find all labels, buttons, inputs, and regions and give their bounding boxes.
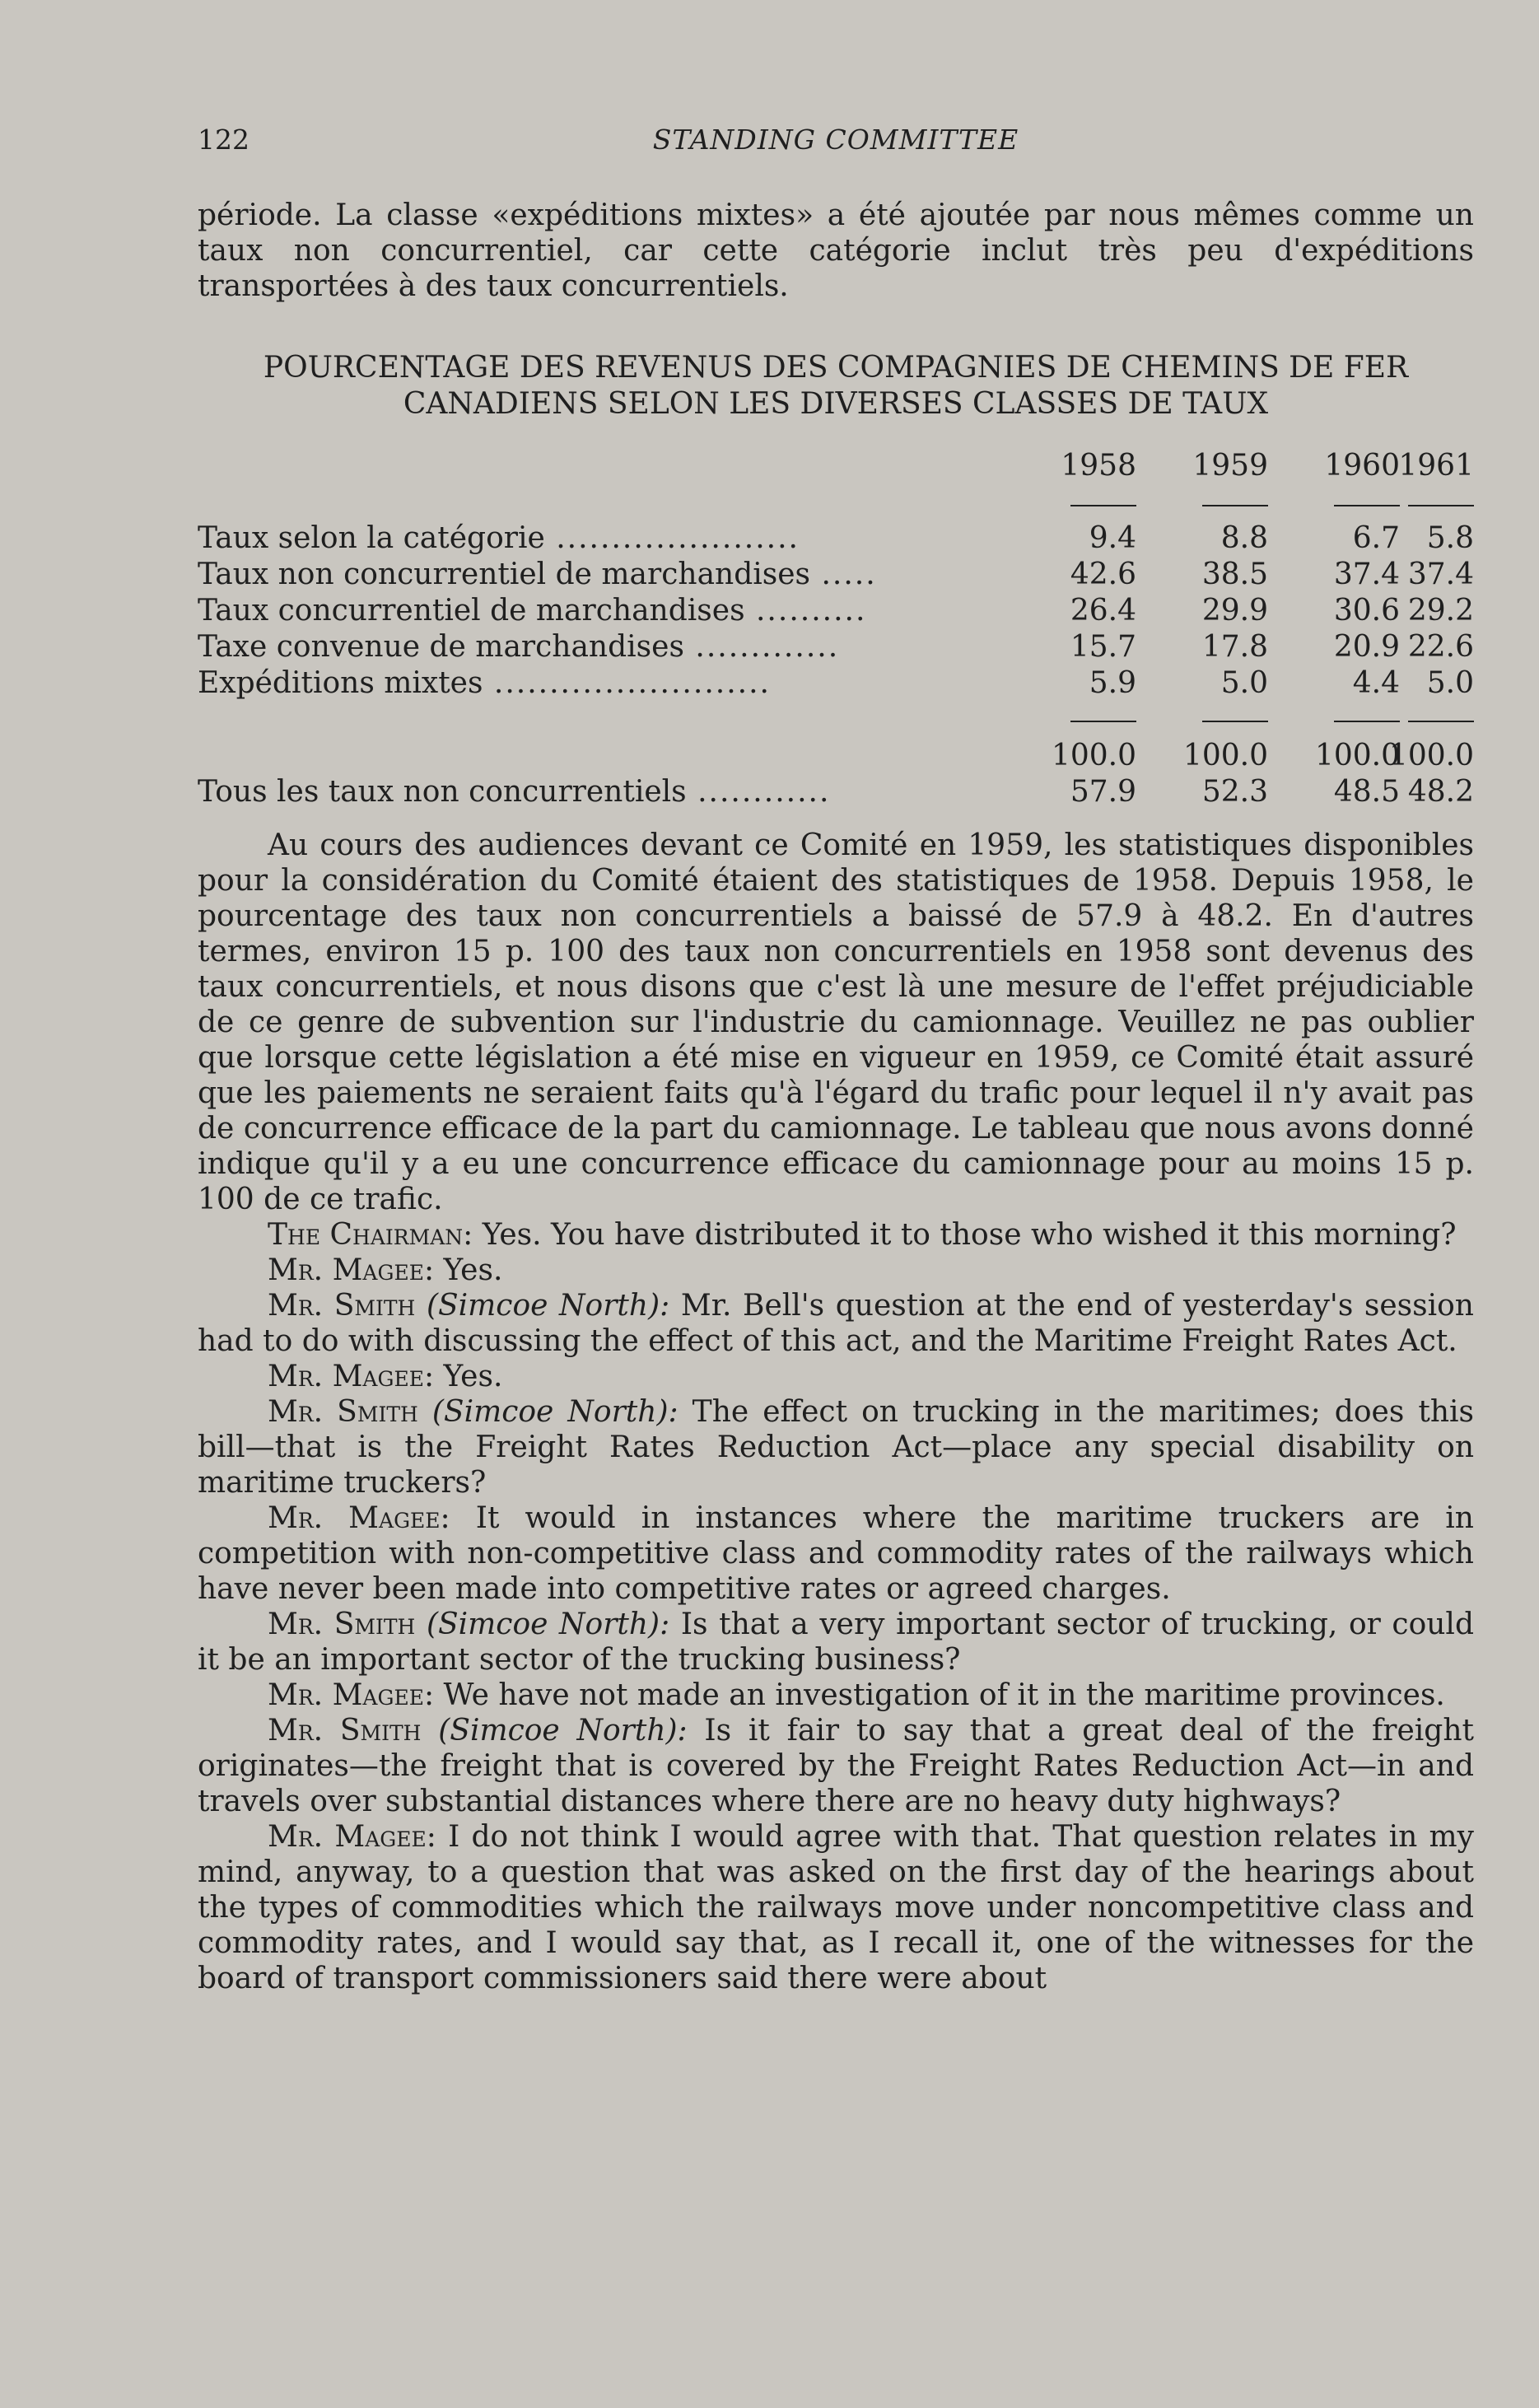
- row-label: Taux selon la catégorie ......................: [198, 521, 800, 555]
- table-cell: 38.5: [1201, 558, 1268, 591]
- body-text: [198, 828, 1474, 1996]
- header-rule: [1408, 505, 1474, 506]
- table-cell: 5.0: [1426, 666, 1474, 700]
- table-summary-row: [198, 775, 1474, 811]
- paragraph: Au cours des audiences devant ce Comité en 1959, les statistiques disponibles pour la considération du Comité étaient des statistiques de 1958. Depuis 1958, le pourcentage des taux non concurrentiels a baissé de 57.9 à 48.2. En d'autres termes, environ 15 p. 100 des taux non concurrentiels en 1958 sont devenus des taux concurrentiels, et nous disons que c'est là une mesure de l'effet préjudiciable de ce genre de subvention sur l'industrie du camionnage. Veuillez ne pas oublier que lorsque cette législation a été mise en vigueur en 1959, ce Comité était assuré que les paiements ne seraient faits qu'à l'égard du trafic pour lequel il n'y avait pas de concurrence efficace de la part du camionnage. Le tableau que nous avons donné indique qu'il y a eu une concurrence efficace du camionnage pour au moins 15 p. 100 de ce trafic.: [198, 828, 1474, 1216]
- riding: (Simcoe North):: [426, 1608, 670, 1641]
- table-header-row: [198, 449, 1474, 485]
- table-row: [198, 521, 1474, 558]
- table-cell: 5.8: [1426, 521, 1474, 555]
- row-label: Tous les taux non concurrentiels ............: [198, 775, 831, 809]
- paragraph: Mr. Magee: It would in instances where the maritime truckers are in competition with non-competitive class and commodity rates of the railways which have never been made into competitive rates or agreed charges.: [198, 1501, 1474, 1606]
- table-cell: 6.7: [1352, 521, 1400, 555]
- total-rule: [1408, 721, 1474, 722]
- running-head: STANDING COMMITTEE: [652, 124, 1019, 156]
- table-row: [198, 594, 1474, 630]
- table-title-line-1: POURCENTAGE DES REVENUS DES COMPAGNIES DE CHEMINS DE FER: [263, 351, 1409, 385]
- total-cell: 100.0: [1051, 739, 1136, 772]
- table-cell: 29.2: [1407, 594, 1474, 628]
- table-row: [198, 666, 1474, 702]
- table-cell: 37.4: [1333, 558, 1400, 591]
- speaker-name: Mr. Smith: [268, 1714, 422, 1748]
- page-header: [198, 124, 1474, 165]
- speaker-name: Mr. Magee:: [268, 1501, 450, 1535]
- paragraph: Mr. Smith (Simcoe North): Is that a very important sector of trucking, or could it be an important sector of the trucking business?: [198, 1608, 1474, 1677]
- total-rule: [1202, 721, 1268, 722]
- table-cell: 37.4: [1407, 558, 1474, 591]
- total-cell: 100.0: [1182, 739, 1268, 772]
- speaker-name: Mr. Magee:: [268, 1678, 435, 1712]
- header-rule: [1202, 505, 1268, 506]
- table-cell: 17.8: [1201, 630, 1268, 664]
- paragraph: Mr. Magee: We have not made an investigation of it in the maritime provinces.: [268, 1678, 1445, 1712]
- riding: (Simcoe North):: [431, 1395, 679, 1429]
- intro-paragraph: période. La classe «expéditions mixtes» a été ajoutée par nous mêmes comme un taux non concurrentiel, car cette catégorie inclut très peu d'expéditions transportées à des taux concurrentiels.: [198, 198, 1474, 303]
- speaker-name: Mr. Magee:: [268, 1820, 436, 1854]
- year-column-header: 1961: [1398, 449, 1474, 483]
- paragraph: Mr. Magee: Yes.: [268, 1360, 503, 1393]
- paragraph: Mr. Smith (Simcoe North): Mr. Bell's question at the end of yesterday's session had to do with discussing the effect of this act, and the Maritime Freight Rates Act.: [198, 1289, 1474, 1358]
- page-number: 122: [198, 124, 250, 156]
- table-cell: 26.4: [1070, 594, 1136, 628]
- paragraph: Mr. Smith (Simcoe North): Is it fair to say that a great deal of the freight originates—the freight that is covered by the Freight Rates Reduction Act—in and travels over substantial distances where there are no heavy duty highways?: [198, 1714, 1474, 1818]
- year-column-header: 1959: [1192, 449, 1268, 483]
- table-cell: 48.2: [1407, 775, 1474, 809]
- total-cell: 100.0: [1314, 739, 1400, 772]
- row-label: Taxe convenue de marchandises .............: [198, 630, 840, 664]
- total-rule: [1070, 721, 1136, 722]
- table-cell: 9.4: [1089, 521, 1136, 555]
- riding: (Simcoe North):: [438, 1714, 688, 1748]
- year-column-header: 1958: [1061, 449, 1136, 483]
- year-column-header: 1960: [1324, 449, 1400, 483]
- paragraph: Mr. Magee: I do not think I would agree with that. That question relates in my mind, anyway, to a question that was asked on the first day of the hearings about the types of commodities which the railways move under noncompetitive class and commodity rates, and I would say that, as I recall it, one of the witnesses for the board of transport commissioners said there were about: [198, 1820, 1474, 1995]
- table-cell: 30.6: [1333, 594, 1400, 628]
- table-cell: 5.9: [1089, 666, 1136, 700]
- total-cell: 100.0: [1388, 739, 1474, 772]
- paragraph: Mr. Magee: Yes.: [268, 1253, 503, 1287]
- table-cell: 52.3: [1201, 775, 1268, 809]
- speaker-name: Mr. Magee:: [268, 1253, 435, 1287]
- table-row: [198, 630, 1474, 666]
- paragraph: The Chairman: Yes. You have distributed it to those who wished it this morning?: [268, 1218, 1457, 1252]
- table-cell: 48.5: [1333, 775, 1400, 809]
- table-cell: 20.9: [1333, 630, 1400, 664]
- row-label: Taux non concurrentiel de marchandises .....: [198, 558, 877, 591]
- table-cell: 22.6: [1407, 630, 1474, 664]
- row-label: Taux concurrentiel de marchandises ..........: [198, 594, 867, 628]
- table-cell: 29.9: [1201, 594, 1268, 628]
- row-label: Expéditions mixtes .........................: [198, 666, 771, 700]
- header-rule: [1334, 505, 1400, 506]
- table-row: [198, 558, 1474, 594]
- speaker-name: Mr. Smith: [268, 1395, 418, 1429]
- header-rule: [1070, 505, 1136, 506]
- table-cell: 4.4: [1352, 666, 1400, 700]
- speaker-name: Mr. Smith: [268, 1289, 416, 1323]
- table-title-line-2: CANADIENS SELON LES DIVERSES CLASSES DE TAUX: [403, 387, 1269, 421]
- table-cell: 57.9: [1070, 775, 1136, 809]
- table-total-row: [198, 739, 1474, 775]
- speaker-name: The Chairman:: [268, 1218, 473, 1252]
- table-cell: 15.7: [1070, 630, 1136, 664]
- total-rule: [1334, 721, 1400, 722]
- riding: (Simcoe North):: [426, 1289, 670, 1323]
- speaker-name: Mr. Magee:: [268, 1360, 435, 1393]
- table-cell: 5.0: [1220, 666, 1268, 700]
- table-cell: 8.8: [1220, 521, 1268, 555]
- paragraph: Mr. Smith (Simcoe North): The effect on trucking in the maritimes; does this bill—that is the Freight Rates Reduction Act—place any special disability on maritime truckers?: [198, 1395, 1474, 1500]
- table-title: [198, 350, 1474, 422]
- table-cell: 42.6: [1070, 558, 1136, 591]
- speaker-name: Mr. Smith: [268, 1608, 416, 1641]
